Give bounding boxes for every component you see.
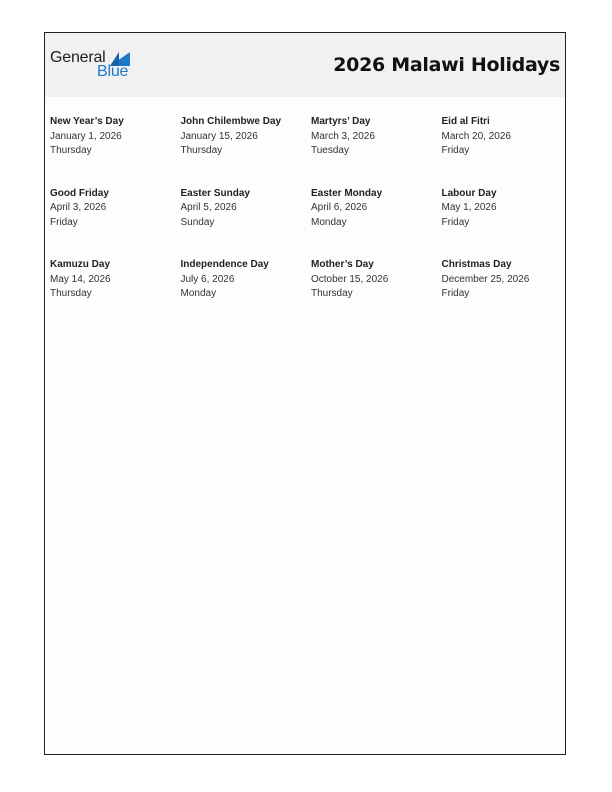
holiday-name: Kamuzu Day	[50, 259, 111, 270]
holiday-name: Independence Day	[180, 259, 269, 270]
holiday-item	[442, 187, 570, 259]
page-title: 2026 Malawi Holidays	[333, 54, 560, 76]
holiday-name: Good Friday	[50, 187, 109, 199]
holiday-item	[181, 115, 312, 187]
holiday-name: Easter Monday	[311, 187, 383, 199]
holiday-item	[50, 258, 181, 330]
holiday-weekday: Sunday	[180, 216, 215, 228]
holiday-weekday: Thursday	[180, 145, 223, 156]
holiday-date: April 3, 2026	[50, 202, 107, 213]
holiday-name: Eid al Fitri	[441, 116, 490, 127]
holiday-name: John Chilembwe Day	[180, 116, 282, 127]
holiday-name: Mother’s Day	[311, 259, 374, 270]
holiday-date: January 1, 2026	[50, 130, 122, 142]
holiday-item	[311, 258, 442, 330]
holiday-date: March 20, 2026	[441, 130, 511, 142]
holiday-weekday: Tuesday	[311, 145, 349, 156]
holiday-item	[311, 115, 442, 187]
holiday-weekday: Thursday	[50, 288, 92, 299]
holiday-weekday: Thursday	[50, 145, 92, 156]
holiday-weekday: Friday	[441, 145, 470, 156]
page-frame	[44, 32, 566, 755]
holiday-weekday: Monday	[180, 288, 217, 299]
holiday-date: May 14, 2026	[50, 273, 111, 285]
holiday-item	[181, 187, 312, 259]
holiday-name: New Year’s Day	[50, 116, 124, 127]
holiday-name: Easter Sunday	[180, 187, 250, 199]
holiday-date: January 15, 2026	[180, 130, 258, 142]
holiday-weekday: Monday	[311, 216, 347, 228]
holiday-date: March 3, 2026	[311, 130, 375, 142]
generalblue-logo	[50, 49, 140, 83]
holiday-date: April 5, 2026	[180, 202, 237, 213]
logo-word-general: General	[50, 49, 106, 66]
holiday-weekday: Friday	[50, 216, 78, 228]
holiday-item	[50, 115, 181, 187]
holiday-item	[442, 258, 570, 330]
holiday-date: December 25, 2026	[441, 273, 530, 285]
holiday-weekday: Friday	[441, 216, 470, 228]
holiday-date: July 6, 2026	[180, 273, 235, 285]
holiday-item	[50, 187, 181, 259]
header-band	[45, 33, 565, 97]
holiday-date: October 15, 2026	[311, 273, 389, 285]
holiday-weekday: Friday	[441, 288, 470, 299]
holiday-name: Christmas Day	[441, 259, 512, 270]
holiday-item	[181, 258, 312, 330]
holiday-item	[311, 187, 442, 259]
holiday-date: April 6, 2026	[311, 202, 368, 213]
holiday-date: May 1, 2026	[441, 202, 497, 213]
logo-word-blue: Blue	[97, 63, 129, 80]
holiday-item	[442, 115, 570, 187]
holiday-grid	[50, 115, 570, 330]
holiday-name: Labour Day	[441, 187, 497, 199]
holiday-weekday: Thursday	[311, 288, 353, 299]
holiday-name: Martyrs’ Day	[311, 116, 371, 127]
